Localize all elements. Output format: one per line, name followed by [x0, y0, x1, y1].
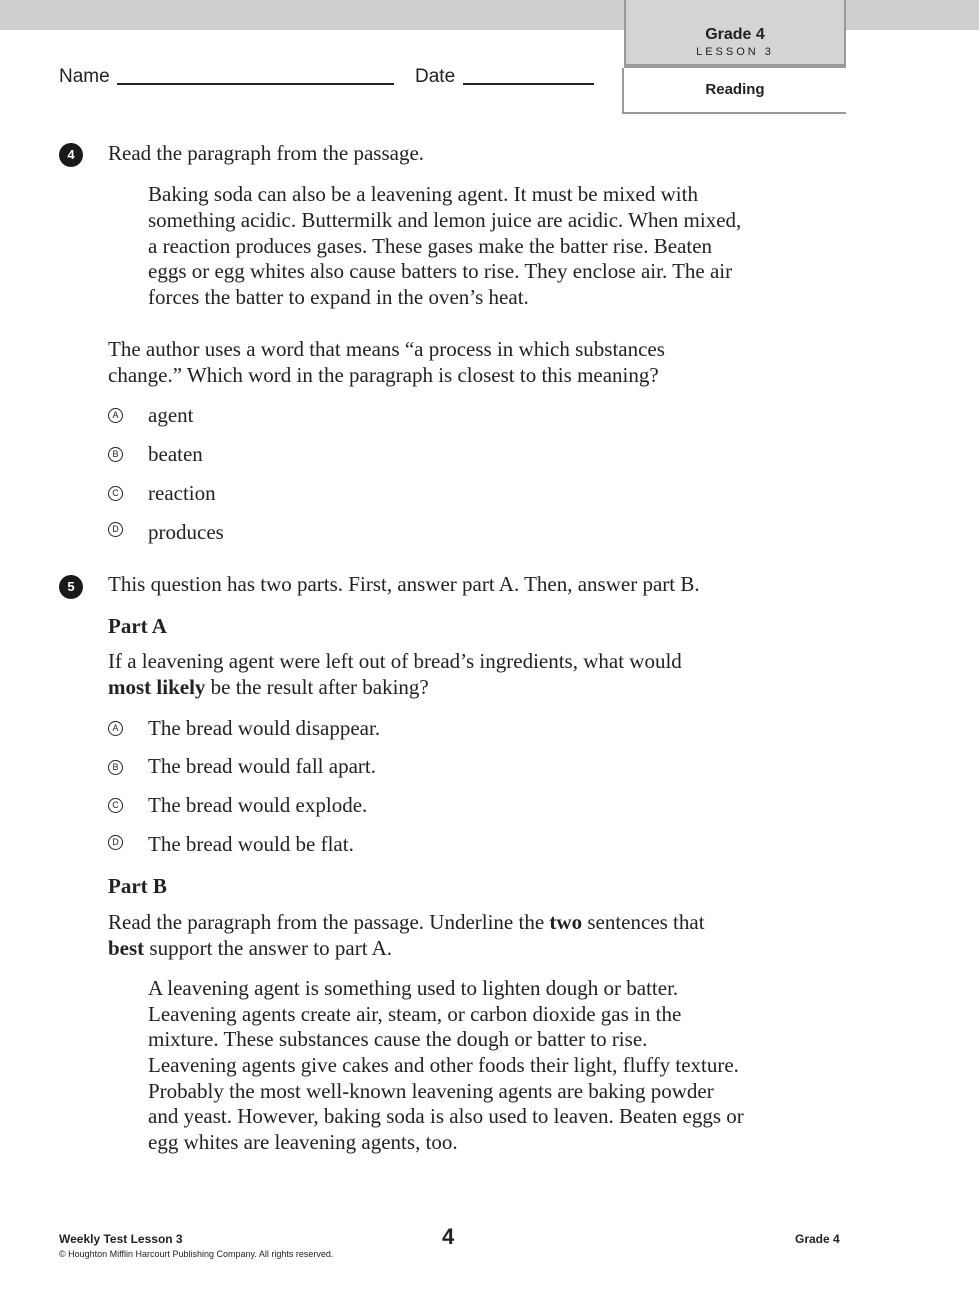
option-text: The bread would be flat.: [148, 832, 354, 856]
option-text: agent: [148, 403, 194, 427]
name-line[interactable]: [117, 83, 394, 85]
part-a-question-line: [108, 675, 429, 701]
q4-question-line: change.” Which word in the paragraph is closest to this meaning?: [108, 363, 659, 387]
answer-bubble-b[interactable]: B: [108, 447, 123, 462]
answer-bubble-b[interactable]: B: [108, 760, 123, 775]
passage-sentence-line[interactable]: Leavening agents give cakes and other foods their light, fluffy texture.: [148, 1053, 739, 1077]
q4-prompt: Read the paragraph from the passage.: [108, 141, 425, 165]
question-text: be the result after baking?: [205, 675, 429, 699]
passage-sentence-line[interactable]: mixture. These substances cause the dough or batter to rise.: [148, 1027, 648, 1051]
date-line[interactable]: [463, 83, 594, 85]
passage-line: eggs or egg whites also cause batters to rise. They enclose air. The air: [148, 259, 733, 283]
passage-sentence-line[interactable]: Probably the most well-known leavening agents are baking powder: [148, 1079, 714, 1103]
q5-prompt: This question has two parts. First, answer part A. Then, answer part B.: [108, 572, 700, 596]
question-text: sentences that: [582, 910, 705, 934]
option-text: produces: [148, 520, 224, 544]
option-text: reaction: [148, 481, 216, 505]
option-text: The bread would disappear.: [148, 716, 381, 740]
part-b-question-line: [108, 936, 392, 962]
passage-sentence-line[interactable]: Leavening agents create air, steam, or carbon dioxide gas in the: [148, 1002, 682, 1026]
part-a-question-line: If a leavening agent were left out of bread’s ingredients, what would: [108, 649, 682, 673]
footer-copyright: © Houghton Mifflin Harcourt Publishing Company. All rights reserved.: [59, 1249, 334, 1259]
name-label: Name: [59, 66, 110, 87]
lesson-label: LESSON 3: [696, 46, 774, 58]
question-number-5: 5: [59, 575, 83, 599]
part-b-question-line: [108, 910, 705, 936]
part-b-title: Part B: [108, 874, 167, 898]
grade-box: [624, 0, 846, 68]
option-text: beaten: [148, 442, 203, 466]
answer-bubble-d[interactable]: D: [108, 835, 123, 850]
option-text: The bread would fall apart.: [148, 754, 376, 778]
grade-label: Grade 4: [705, 26, 765, 43]
passage-sentence-line[interactable]: egg whites are leavening agents, too.: [148, 1130, 458, 1154]
answer-bubble-c[interactable]: C: [108, 486, 123, 501]
emphasis-text: two: [549, 910, 583, 934]
passage-line: forces the batter to expand in the oven’s heat.: [148, 285, 529, 309]
answer-bubble-a[interactable]: A: [108, 408, 123, 423]
footer-test-name: Weekly Test Lesson 3: [59, 1232, 183, 1246]
question-text: support the answer to part A.: [144, 936, 393, 960]
answer-bubble-d[interactable]: D: [108, 522, 123, 537]
passage-line: Baking soda can also be a leavening agent. It must be mixed with: [148, 182, 698, 206]
emphasis-text: best: [108, 936, 145, 960]
question-text: Read the paragraph from the passage. Underline the: [108, 910, 550, 934]
passage-line: something acidic. Buttermilk and lemon juice are acidic. When mixed,: [148, 208, 742, 232]
passage-sentence-line[interactable]: and yeast. However, baking soda is also used to leaven. Beaten eggs or: [148, 1104, 744, 1128]
q4-question-line: The author uses a word that means “a process in which substances: [108, 337, 665, 361]
part-a-title: Part A: [108, 614, 167, 638]
footer-grade: Grade 4: [795, 1232, 840, 1246]
answer-bubble-c[interactable]: C: [108, 798, 123, 813]
date-label: Date: [415, 66, 456, 87]
passage-line: a reaction produces gases. These gases make the batter rise. Beaten: [148, 234, 713, 258]
subject-label: Reading: [622, 68, 846, 114]
question-number-4: 4: [59, 143, 83, 167]
passage-sentence-line[interactable]: A leavening agent is something used to lighten dough or batter.: [148, 976, 679, 1000]
answer-bubble-a[interactable]: A: [108, 721, 123, 736]
option-text: The bread would explode.: [148, 793, 368, 817]
emphasis-text: most likely: [108, 675, 206, 699]
page-number: 4: [442, 1224, 455, 1249]
